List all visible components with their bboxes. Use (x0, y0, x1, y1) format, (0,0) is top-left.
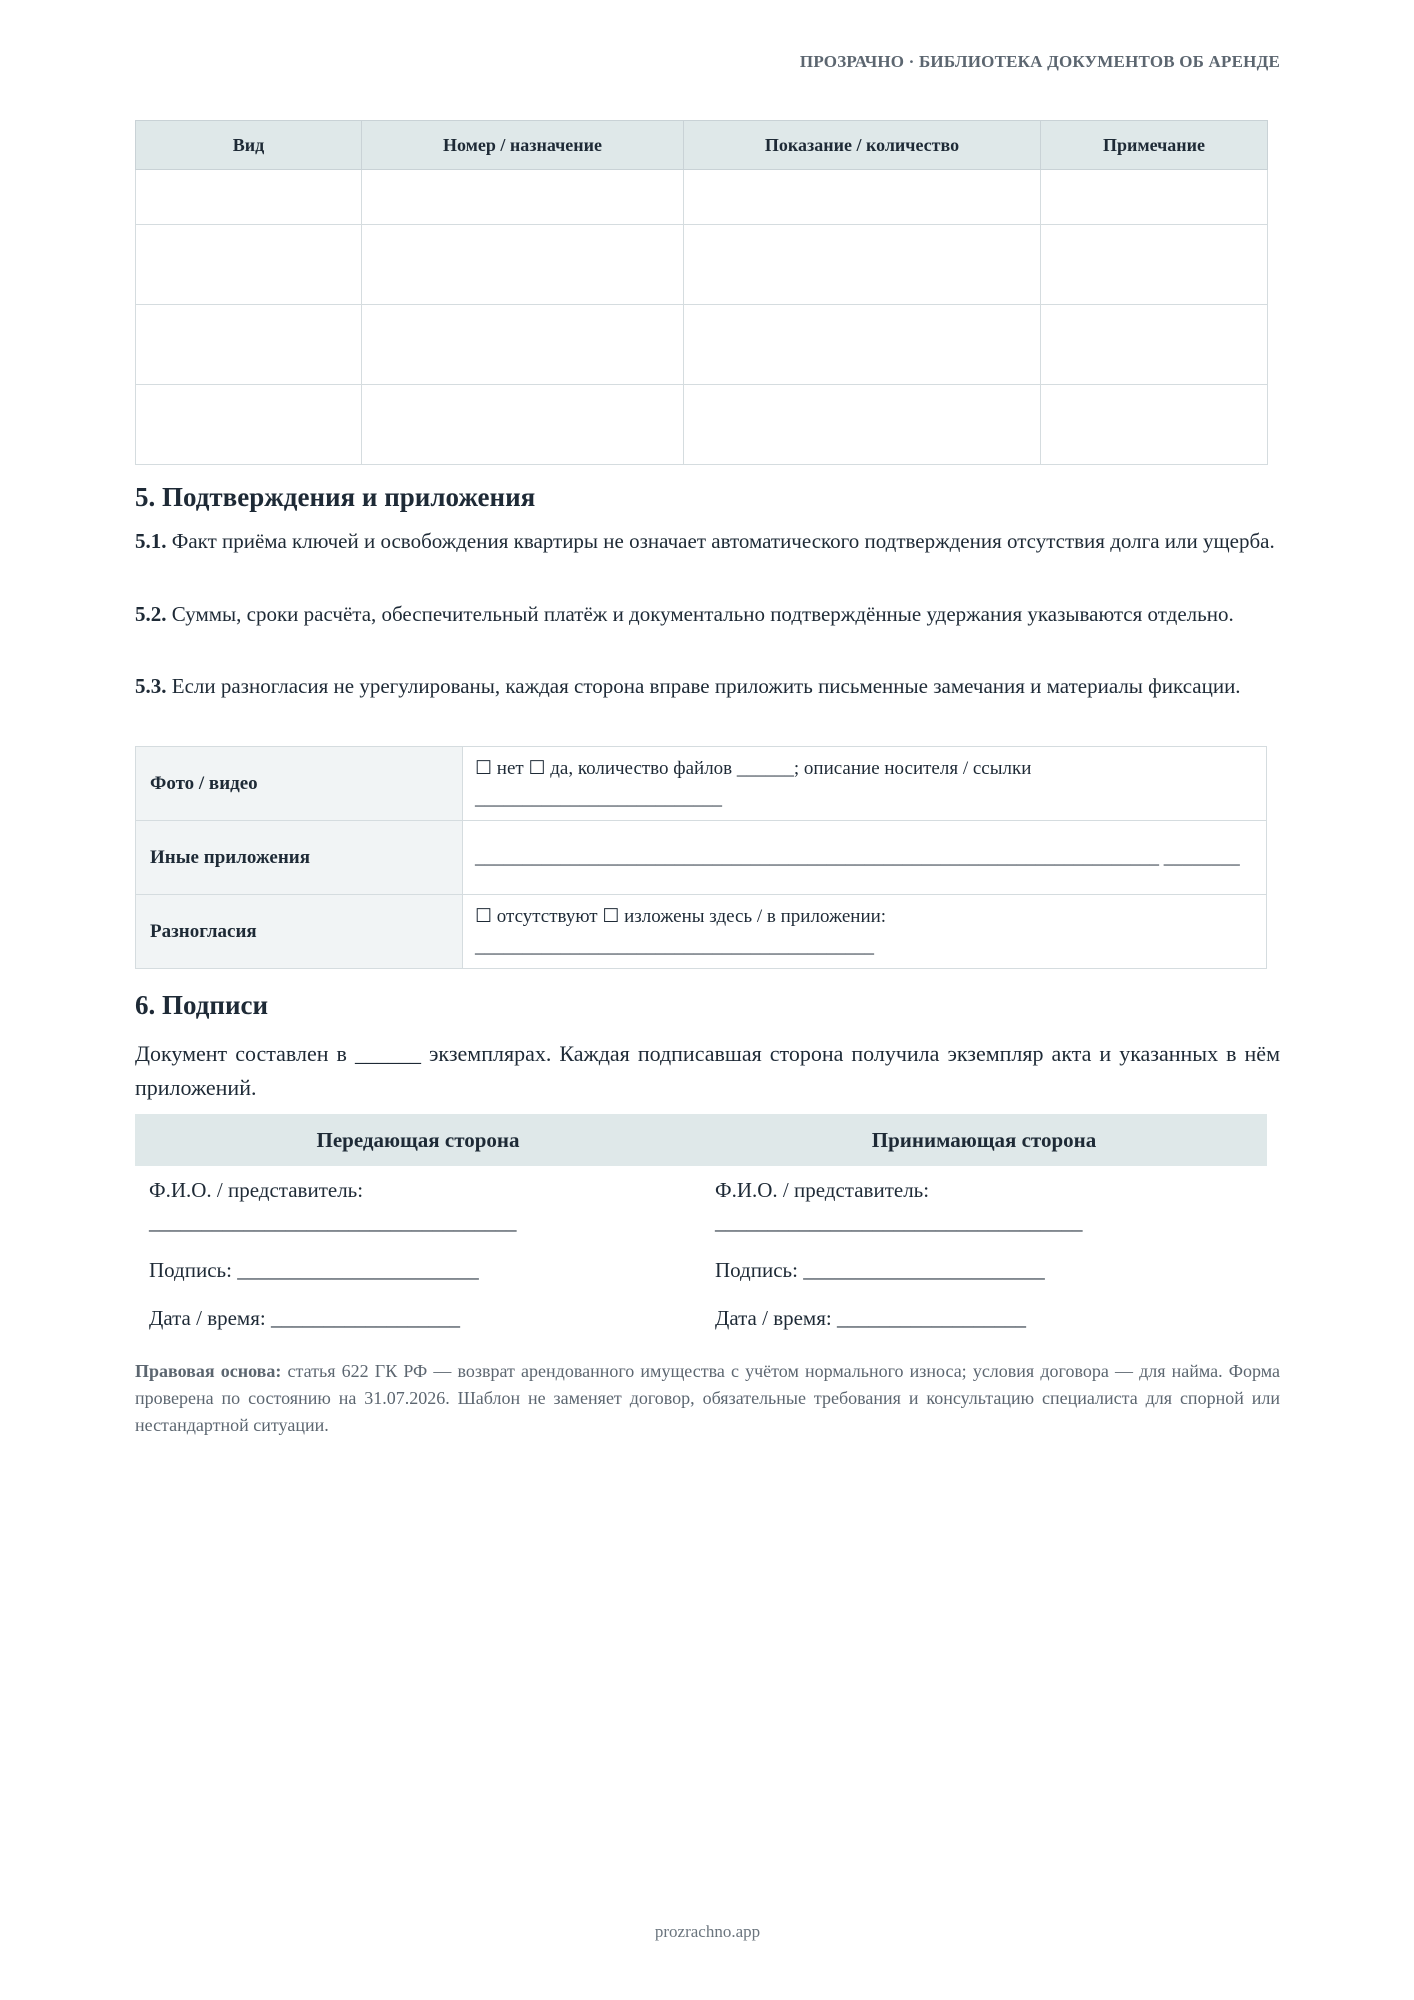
table-cell (362, 305, 684, 385)
signature-field[interactable]: Подпись: _______________________ (715, 1258, 1045, 1282)
table-cell (136, 385, 362, 465)
signatures-header-row (135, 1114, 1267, 1166)
clause-number: 5.1. (135, 529, 167, 553)
attachment-field[interactable]: ☐ нет ☐ да, количество файлов ______; описание носителя / ссылки __________________________ (463, 747, 1267, 821)
section-6-title: 6. Подписи (135, 990, 269, 1020)
table-cell (1041, 225, 1268, 305)
table-cell (136, 225, 362, 305)
attachment-row-other (136, 821, 1267, 895)
copies-paragraph: Документ составлен в ______ экземплярах. Каждая подписавшая сторона получила экземпляр акта и указанных в нём приложений. (135, 1041, 1280, 1100)
footer-site: prozrachno.app (654, 1922, 761, 1941)
signatures-row (135, 1166, 1267, 1350)
page-header: ПРОЗРАЧНО · БИБЛИОТЕКА ДОКУМЕНТОВ ОБ АРЕНДЕ (799, 52, 1280, 71)
party-transferring (135, 1166, 701, 1350)
column-header: Номер / назначение (362, 121, 684, 170)
attachment-label: Иные приложения (136, 821, 463, 895)
party-heading: Принимающая сторона (701, 1114, 1267, 1166)
date-field[interactable]: Дата / время: __________________ (149, 1306, 460, 1330)
party-heading: Передающая сторона (135, 1114, 701, 1166)
party-receiving (701, 1166, 1267, 1350)
table-cell (362, 385, 684, 465)
attachment-field[interactable]: ________________________________________________________________________ ________ (463, 821, 1267, 895)
legal-basis-label: Правовая основа: (135, 1361, 282, 1381)
clause-5-2 (135, 598, 1281, 630)
table-cell (684, 170, 1041, 225)
table-cell (684, 225, 1041, 305)
table-cell (1041, 305, 1268, 385)
table-cell (684, 385, 1041, 465)
clause-5-3 (135, 670, 1281, 702)
name-field[interactable]: Ф.И.О. / представитель: ___________________________________ (715, 1178, 1083, 1234)
table-cell (1041, 170, 1268, 225)
meters-header-row (136, 121, 1268, 170)
meters-table (135, 120, 1268, 465)
table-cell (136, 305, 362, 385)
clause-5-1 (135, 525, 1281, 557)
table-row (136, 385, 1268, 465)
clause-text: Факт приёма ключей и освобождения квартиры не означает автоматического подтверждения отсутствия долга или ущерба. (171, 529, 1275, 553)
table-cell (684, 305, 1041, 385)
table-cell (1041, 385, 1268, 465)
table-cell (362, 170, 684, 225)
signatures-table (135, 1114, 1267, 1350)
section-5-title: 5. Подтверждения и приложения (135, 482, 536, 512)
clause-number: 5.2. (135, 602, 167, 626)
attachment-label: Фото / видео (136, 747, 463, 821)
column-header: Примечание (1041, 121, 1268, 170)
attachment-label: Разногласия (136, 895, 463, 969)
table-row (136, 170, 1268, 225)
name-field[interactable]: Ф.И.О. / представитель: ___________________________________ (149, 1178, 517, 1234)
table-row (136, 225, 1268, 305)
table-cell (362, 225, 684, 305)
legal-basis-text: статья 622 ГК РФ — возврат арендованного имущества с учётом нормального износа; условия договора — для найма. Форма проверена по состоянию на 31.07.2026. Шаблон не заменяет договор, обязательные требования и консультацию специалиста для спорной или нестандартной ситуации. (135, 1361, 1281, 1435)
attachments-table (135, 746, 1267, 969)
clause-number: 5.3. (135, 674, 167, 698)
column-header: Вид (136, 121, 362, 170)
signature-field[interactable]: Подпись: _______________________ (149, 1258, 479, 1282)
clause-text: Суммы, сроки расчёта, обеспечительный платёж и документально подтверждённые удержания указываются отдельно. (171, 602, 1234, 626)
table-cell (136, 170, 362, 225)
attachment-row-disagreements (136, 895, 1267, 969)
legal-basis-note (135, 1358, 1280, 1439)
attachment-row-photo (136, 747, 1267, 821)
column-header: Показание / количество (684, 121, 1041, 170)
date-field[interactable]: Дата / время: __________________ (715, 1306, 1026, 1330)
table-row (136, 305, 1268, 385)
clause-text: Если разногласия не урегулированы, каждая сторона вправе приложить письменные замечания и материалы фиксации. (171, 674, 1241, 698)
attachment-field[interactable]: ☐ отсутствуют ☐ изложены здесь / в приложении: __________________________________________ (463, 895, 1267, 969)
